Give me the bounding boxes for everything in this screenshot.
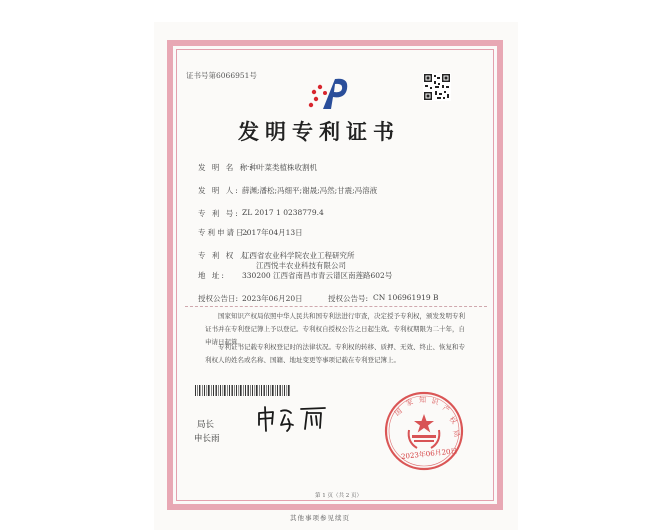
- grant-date-label: 授权公告日:: [198, 294, 239, 303]
- grant-number-value: CN 106961919 B: [373, 293, 439, 302]
- filing-date-value: 2017年04月13日: [242, 228, 303, 237]
- grant-number-label: 授权公告号:: [328, 294, 369, 303]
- patentee-value-1: 江西省农业科学院农业工程研究所: [242, 251, 355, 260]
- grant-date-value: 2023年06月20日: [242, 294, 303, 303]
- official-seal: [383, 390, 465, 472]
- svg-text:权: 权: [447, 415, 459, 426]
- svg-text:产: 产: [440, 403, 452, 415]
- filing-date-label: 专利申请日:: [198, 228, 251, 237]
- director-title: 局长: [197, 420, 215, 430]
- invention-name-value: 一种叶菜类植株收割机: [242, 163, 317, 172]
- patentee-value-2: 江西悦丰农业科技有限公司: [256, 261, 346, 270]
- seal-date: 2023年06月20日: [400, 447, 458, 461]
- address-value: 330200 江西省南昌市青云谱区南莲路602号: [242, 271, 393, 280]
- qr-code-icon: [423, 73, 451, 101]
- inventor-value: 薛渊;潘松;冯细平;谢晟;冯然;甘震;冯溶液: [242, 186, 378, 195]
- statement-paragraph-2: 专利证书记载专利权登记时的法律状况。专利权的转移、质押、无效、终止、恢复和专利权人的姓名或名称、国籍、地址变更等事项记载在专利登记簿上。: [205, 343, 465, 364]
- svg-text:家: 家: [404, 397, 415, 408]
- statement-paragraph-1: 国家知识产权局依照中华人民共和国专利法进行审查，决定授予专利权，颁发发明专利证书并在专利登记簿上予以登记。专利权自授权公告之日起生效。专利权期限为二十年，自申请日起算。: [205, 312, 465, 346]
- separator-line: [185, 306, 487, 307]
- patentee-label: 专 利 权 人:: [198, 251, 254, 260]
- invention-name-label: 发 明 名 称:: [198, 163, 254, 172]
- svg-text:局: 局: [451, 428, 462, 439]
- barcode-icon: [195, 385, 290, 396]
- svg-text:国: 国: [393, 406, 404, 418]
- page-indicator: 第 1 页（共 2 页）: [315, 493, 362, 499]
- director-signature: [255, 403, 335, 433]
- address-label: 地 址:: [198, 271, 226, 280]
- cnipa-logo-icon: [303, 73, 355, 113]
- svg-text:知: 知: [419, 396, 426, 404]
- patent-number-label: 专 利 号:: [198, 209, 240, 218]
- svg-text:识: 识: [430, 397, 440, 407]
- inventor-label: 发 明 人:: [198, 186, 240, 195]
- certificate-title: 发明专利证书: [238, 119, 400, 144]
- footer-note: 其他事项参见续页: [290, 514, 350, 522]
- director-name: 申长雨: [194, 434, 220, 444]
- patent-number-value: ZL 2017 1 0238779.4: [242, 208, 324, 217]
- certificate-number: 证书号第6066951号: [186, 71, 257, 80]
